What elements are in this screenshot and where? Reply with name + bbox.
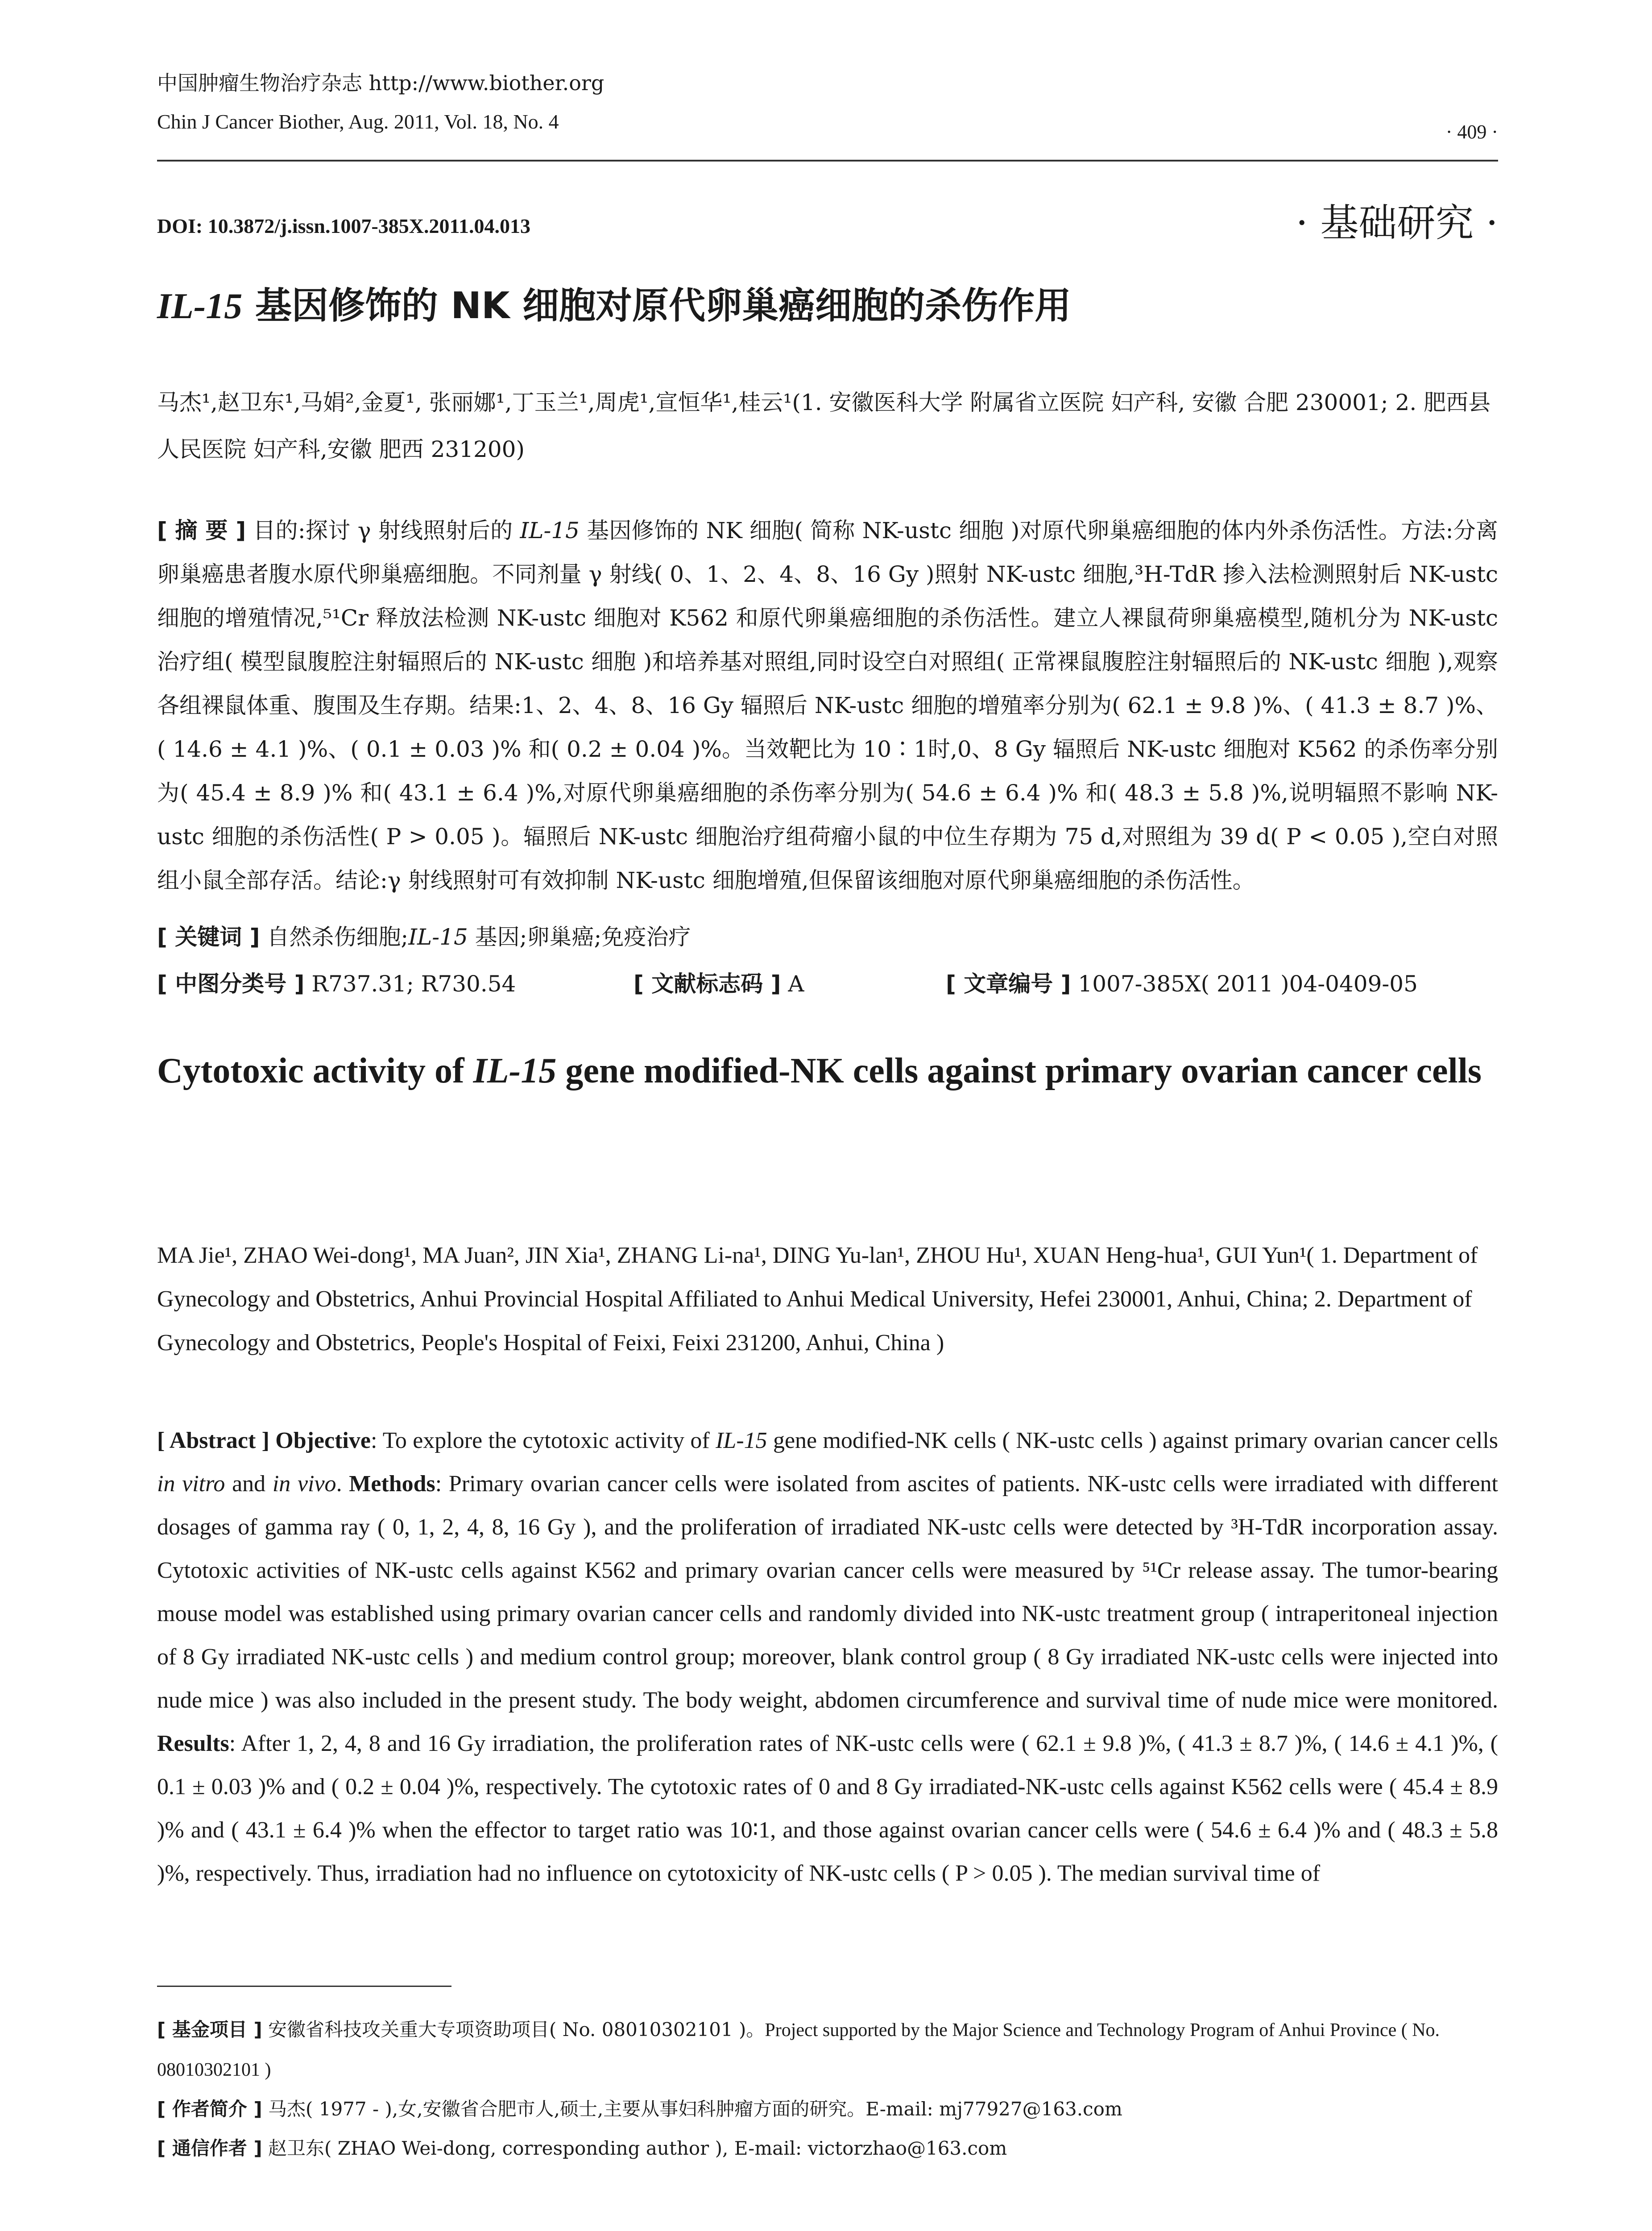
- clc-value: R737.31; R730.54: [304, 971, 516, 997]
- methods-label: Methods: [349, 1471, 435, 1497]
- fund-text-cn: 安徽省科技攻关重大专项资助项目( No. 08010302101 )。: [262, 2019, 765, 2040]
- objective-label: Objective: [275, 1428, 371, 1453]
- abstract-en-text-3: and: [225, 1471, 273, 1497]
- abstract-en-invivo: in vivo: [272, 1471, 336, 1497]
- doc-value: A: [781, 971, 804, 997]
- abstract-en-text-4: .: [336, 1471, 349, 1497]
- article-label: [ 文章编号 ]: [946, 971, 1071, 997]
- abstract-cn-text-2: 基因修饰的 NK 细胞( 简称 NK-ustc 细胞 )对原代卵巢癌细胞的体内外杀伤活性。方法:分离卵巢癌患者腹水原代卵巢癌细胞。不同剂量 γ 射线( 0、1、2、4、8、16 Gy )照射 NK-ustc 细胞,³H-TdR 掺入法检测照射后 NK-ustc 细胞的增殖情况,⁵¹Cr 释放法检测 NK-ustc 细胞对 K562 和原代卵巢癌细胞的杀伤活性。建立人裸鼠荷卵巢癌模型,随机分为 NK-ustc 治疗组( 模型鼠腹腔注射辐照后的 NK-ustc 细胞 )和培养基对照组,同时设空白对照组( 正常裸鼠腹腔注射辐照后的 NK-ustc 细胞 ),观察各组裸鼠体重、腹围及生存期。结果:1、2、4、8、16 Gy 辐照后 NK-ustc 细胞的增殖率分别为( 62.1 ± 9.8 )%、( 41.3 ± 8.7 )%、( 14.6 ± 4.1 )%、( 0.1 ± 0.03 )% 和( 0.2 ± 0.04 )%。当效靶比为 10∶1时,0、8 Gy 辐照后 NK-ustc 细胞对 K562 的杀伤率分别为( 45.4 ± 8.9 )% 和( 43.1 ± 6.4 )%,对原代卵巢癌细胞的杀伤率分别为( 54.6 ± 6.4 )% 和( 48.3 ± 5.8 )%,说明辐照不影响 NK-ustc 细胞的杀伤活性( P > 0.05 )。辐照后 NK-ustc 细胞治疗组荷瘤小鼠的中位生存期为 75 d,对照组为 39 d( P < 0.05 ),空白对照组小鼠全部存活。结论:γ 射线照射可有效抑制 NK-ustc 细胞增殖,但保留该细胞对原代卵巢癌细胞的杀伤活性。: [157, 518, 1498, 893]
- footnote-corresponding: [157, 2129, 1498, 2168]
- keywords-cn-gene: IL-15: [408, 924, 468, 950]
- title-en-gene: IL-15: [473, 1051, 557, 1091]
- authors-en: MA Jie¹, ZHAO Wei-dong¹, MA Juan², JIN Xia¹, ZHANG Li-na¹, DING Yu-lan¹, ZHOU Hu¹, XUAN Heng-hua¹, GUI Yun¹( 1. Department of Gynecology and Obstetrics, Anhui Provincial Hospital Affiliated to Anhui Medical University, Hefei 230001, Anhui, China; 2. Department of Gynecology and Obstetrics, People's Hospital of Feixi, Feixi 231200, Anhui, China ): [157, 1243, 1478, 1356]
- abstract-cn-text-1: 目的:探讨 γ 射线照射后的: [246, 518, 520, 543]
- journal-citation-en: Chin J Cancer Biother, Aug. 2011, Vol. 18, No. 4: [157, 110, 559, 133]
- fund-text-en: Project supported by the Major Science and Technology Program of Anhui Province ( No. 08010302101 ): [157, 2020, 1440, 2080]
- keywords-cn-label: [ 关键词 ]: [157, 924, 260, 950]
- title-en-text-2: gene modified-NK cells against primary ovarian cancer cells: [556, 1051, 1482, 1091]
- doc-code: [633, 966, 804, 998]
- footnote-fund: [157, 2010, 1498, 2090]
- abstract-en-text-1: : To explore the cytotoxic activity of: [370, 1428, 716, 1453]
- doc-label: [ 文献标志码 ]: [633, 971, 781, 997]
- footnote-rule: [157, 1986, 451, 1987]
- title-en: [157, 1044, 1498, 1098]
- title-cn-rest: 基因修饰的 NK 细胞对原代卵巢癌细胞的杀伤作用: [242, 285, 1072, 327]
- abstract-en-text-6: : After 1, 2, 4, 8 and 16 Gy irradiation, the proliferation rates of NK-ustc cells were ( 62.1 ± 9.8 )%, ( 41.3 ± 8.7 )%, ( 14.6 ± 4.1 )%, ( 0.1 ± 0.03 )% and ( 0.2 ± 0.04 )%, respectively. The cytotoxic rates of 0 and 8 Gy irradiated-NK-ustc cells against K562 cells were ( 45.4 ± 8.9 )% and ( 43.1 ± 6.4 )% when the effector to target ratio was 10∶1, and those against ovarian cancer cells were ( 54.6 ± 6.4 )% and ( 48.3 ± 5.8 )%, respectively. Thus, irradiation had no influence on cytotoxicity of NK-ustc cells ( P > 0.05 ). The median survival time of: [157, 1731, 1498, 1886]
- author-label: [ 作者简介 ]: [157, 2098, 262, 2120]
- doi: DOI: 10.3872/j.issn.1007-385X.2011.04.013: [157, 215, 530, 237]
- abstract-en-gene: IL-15: [716, 1428, 767, 1453]
- authors-cn: 马杰¹,赵卫东¹,马娟²,金夏¹, 张丽娜¹,丁玉兰¹,周虎¹,宣恒华¹,桂云¹(1. 安徽医科大学 附属省立医院 妇产科, 安徽 合肥 230001; 2. 肥西县人民医院 妇产科,安徽 肥西 231200): [157, 390, 1491, 462]
- title-en-text-1: Cytotoxic activity of: [157, 1051, 473, 1091]
- abstract-en-text-5: : Primary ovarian cancer cells were isolated from ascites of patients. NK-ustc cells were irradiated with different dosages of gamma ray ( 0, 1, 2, 4, 8, 16 Gy ), and the proliferation of irradiated NK-ustc cells were detected by ³H-TdR incorporation assay. Cytotoxic activities of NK-ustc cells against K562 and primary ovarian cancer cells were measured by ⁵¹Cr release assay. The tumor-bearing mouse model was established using primary ovarian cancer cells and randomly divided into NK-ustc treatment group ( intraperitoneal injection of 8 Gy irradiated NK-ustc cells ) and medium control group; moreover, blank control group ( 8 Gy irradiated NK-ustc cells were injected into nude mice ) was also included in the present study. The body weight, abdomen circumference and survival time of nude mice were monitored.: [157, 1471, 1499, 1713]
- journal-name-cn: 中国肿瘤生物治疗杂志 http://www.biother.org: [157, 71, 604, 95]
- author-text: 马杰( 1977 - ),女,安徽省合肥市人,硕士,主要从事妇科肿瘤方面的研究。E-mail: mj77927@163.com: [262, 2098, 1122, 2120]
- keywords-cn-text-2: 基因;卵巢癌;免疫治疗: [468, 924, 691, 950]
- article-number: [946, 966, 1418, 998]
- abstract-en: [157, 1419, 1498, 1895]
- results-label: Results: [157, 1731, 229, 1756]
- page-number: · 409 ·: [1445, 121, 1498, 143]
- corresponding-label: [ 通信作者 ]: [157, 2137, 262, 2159]
- footnote-author: [157, 2090, 1498, 2129]
- title-cn-gene: IL-15: [157, 286, 243, 326]
- keywords-cn-text-1: 自然杀伤细胞;: [260, 924, 409, 950]
- header-rule: [157, 160, 1498, 162]
- abstract-en-label: [ Abstract ]: [157, 1428, 269, 1453]
- abstract-cn-label: [ 摘 要 ]: [157, 518, 246, 543]
- abstract-cn: [157, 509, 1498, 902]
- section-tag: · 基础研究 ·: [1296, 201, 1498, 245]
- keywords-cn: [157, 919, 1498, 951]
- article-value: 1007-385X( 2011 )04-0409-05: [1071, 971, 1418, 997]
- clc-label: [ 中图分类号 ]: [157, 971, 305, 997]
- title-cn: [157, 277, 1071, 329]
- abstract-cn-gene: IL-15: [520, 518, 580, 543]
- abstract-en-text-2: gene modified-NK cells ( NK-ustc cells ) against primary ovarian cancer cells: [767, 1428, 1499, 1453]
- footnotes: [157, 2010, 1498, 2168]
- corresponding-text: 赵卫东( ZHAO Wei-dong, corresponding author ), E-mail: victorzhao@163.com: [262, 2137, 1007, 2159]
- abstract-en-invitro: in vitro: [157, 1471, 225, 1497]
- fund-label: [ 基金项目 ]: [157, 2019, 262, 2040]
